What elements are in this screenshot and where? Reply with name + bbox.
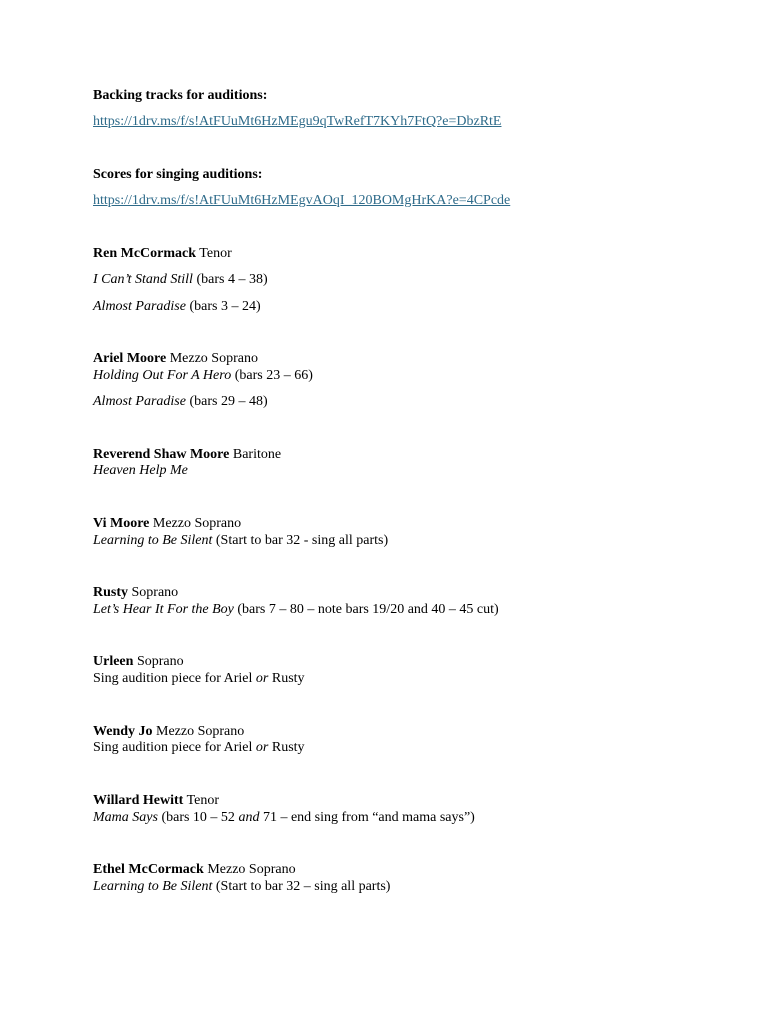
backing-tracks-heading: Backing tracks for auditions: [93,88,268,103]
instruction-or: or [255,671,269,686]
role-ren-mccormack [93,246,232,262]
role-name: Ren McCormack [93,246,197,261]
song-line [93,299,261,315]
song-bars: 71 – end sing from “and mama says”) [259,810,475,825]
song-title: Mama Says [93,810,158,825]
role-voice: Mezzo Soprano [203,862,296,877]
song-line [93,671,305,687]
instruction-text: Rusty [268,671,305,686]
role-name: Urleen [93,654,134,669]
song-bars: (bars 29 – 48) [185,394,268,409]
role-voice: Mezzo Soprano [149,516,242,531]
song-line [93,394,268,410]
instruction-or: or [255,740,269,755]
role-voice: Mezzo Soprano [166,351,258,366]
role-name: Ariel Moore [93,351,167,366]
scores-link[interactable]: https://1drv.ms/f/s!AtFUuMt6HzMEgvAOqI_120BOMgHrKA?e=4CPcde [93,193,511,208]
song-title: Almost Paradise [93,394,186,409]
role-name: Vi Moore [93,516,150,531]
song-title: Learning to Be Silent [93,879,213,894]
song-line [93,368,313,384]
role-name: Ethel McCormack [93,862,204,877]
role-wendy-jo [93,724,244,740]
song-line [93,740,305,756]
song-bars: (bars 10 – 52 [157,810,239,825]
song-and: and [238,810,260,825]
role-name: Reverend Shaw Moore [93,447,230,462]
role-reverend-shaw-moore [93,447,281,463]
role-voice: Tenor [183,793,220,808]
role-ariel-moore [93,351,258,367]
song-bars: (Start to bar 32 – sing all parts) [212,879,391,894]
song-bars: (bars 7 – 80 – note bars 19/20 and 40 – 45 cut) [233,602,499,617]
song-line [93,879,390,895]
role-name: Willard Hewitt [93,793,184,808]
song-bars: (bars 23 – 66) [231,368,313,383]
role-willard-hewitt [93,793,219,809]
role-name: Wendy Jo [93,724,153,739]
song-bars: (Start to bar 32 - sing all parts) [212,533,389,548]
instruction-text: Rusty [268,740,305,755]
role-voice: Soprano [128,585,179,600]
role-voice: Baritone [229,447,282,462]
role-urleen [93,654,184,670]
backing-tracks-link[interactable]: https://1drv.ms/f/s!AtFUuMt6HzMEgu9qTwRefT7KYh7FtQ?e=DbzRtE [93,114,502,129]
role-name: Rusty [93,585,129,600]
song-bars: (bars 4 – 38) [192,272,268,287]
song-title: Learning to Be Silent [93,533,213,548]
song-line [93,463,188,479]
song-title: Let’s Hear It For the Boy [93,602,234,617]
song-line [93,810,475,826]
role-vi-moore [93,516,241,532]
song-title: Almost Paradise [93,299,186,314]
song-line [93,602,499,618]
role-rusty [93,585,178,601]
role-voice: Mezzo Soprano [152,724,245,739]
scores-heading: Scores for singing auditions: [93,167,263,182]
song-line [93,272,268,288]
song-title: I Can’t Stand Still [93,272,193,287]
backing-tracks-link-line [93,114,501,130]
song-line [93,533,388,549]
role-ethel-mccormack [93,862,296,878]
song-bars: (bars 3 – 24) [185,299,261,314]
instruction-text: Sing audition piece for Ariel [93,740,256,755]
role-voice: Soprano [133,654,184,669]
song-title: Heaven Help Me [93,463,188,478]
instruction-text: Sing audition piece for Ariel [93,671,256,686]
role-voice: Tenor [196,246,232,261]
scores-link-line [93,193,510,209]
song-title: Holding Out For A Hero [93,368,232,383]
